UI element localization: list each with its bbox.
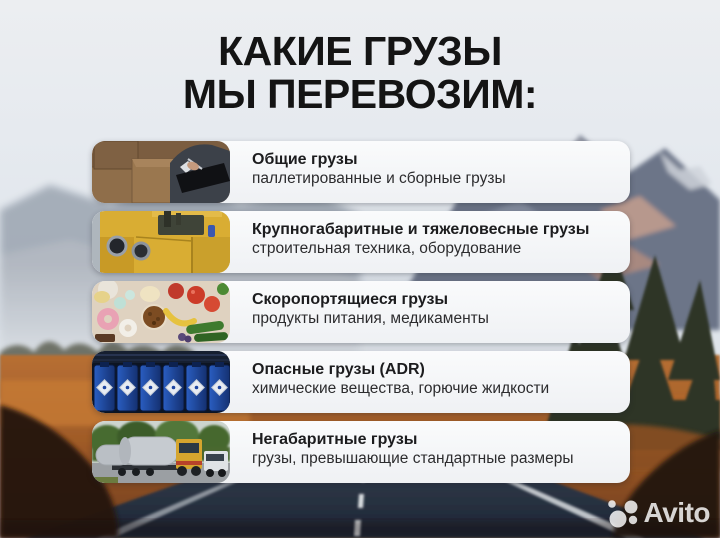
cargo-card-perishable xyxy=(92,281,630,343)
cargo-subtitle: строительная техника, оборудование xyxy=(252,240,522,258)
cargo-thumb-machine-image xyxy=(92,211,230,273)
cargo-text-dangerous xyxy=(230,351,559,413)
cargo-subtitle: паллетированные и сборные грузы xyxy=(252,170,506,188)
cargo-title: Опасные грузы (ADR) xyxy=(252,361,425,378)
cargo-title: Крупногабаритные и тяжеловесные грузы xyxy=(252,221,590,238)
cargo-text-perishable xyxy=(230,281,499,343)
cargo-title: Негабаритные грузы xyxy=(252,431,418,448)
poster-title-line1: КАКИЕ ГРУЗЫ xyxy=(218,28,502,74)
cargo-subtitle: химические вещества, горючие жидкости xyxy=(252,380,550,398)
poster-title xyxy=(0,30,720,116)
cargo-title: Общие грузы xyxy=(252,151,358,168)
cargo-text-general xyxy=(230,141,516,203)
cargo-thumb-boxes-image xyxy=(92,141,230,203)
cargo-thumb-canisters-image xyxy=(92,351,230,413)
cargo-thumb-truck-image xyxy=(92,421,230,483)
avito-logo-icon xyxy=(603,496,641,529)
cargo-text-oversized-heavy xyxy=(230,211,599,273)
cargo-text-out-of-gauge xyxy=(230,421,583,483)
cargo-card-out-of-gauge xyxy=(92,421,630,483)
cargo-title: Скоропортящиеся грузы xyxy=(252,291,449,308)
cargo-thumb-food-image xyxy=(92,281,230,343)
avito-watermark xyxy=(603,496,710,529)
poster-title-line2: МЫ ПЕРЕВОЗИМ: xyxy=(182,71,538,118)
avito-brand-text: Avito xyxy=(643,496,710,528)
cargo-subtitle: продукты питания, медикаменты xyxy=(252,310,489,328)
cargo-list xyxy=(92,141,630,483)
cargo-card-general xyxy=(92,141,630,203)
cargo-card-dangerous xyxy=(92,351,630,413)
cargo-subtitle: грузы, превышающие стандартные размеры xyxy=(252,450,574,468)
cargo-card-oversized-heavy xyxy=(92,211,630,273)
